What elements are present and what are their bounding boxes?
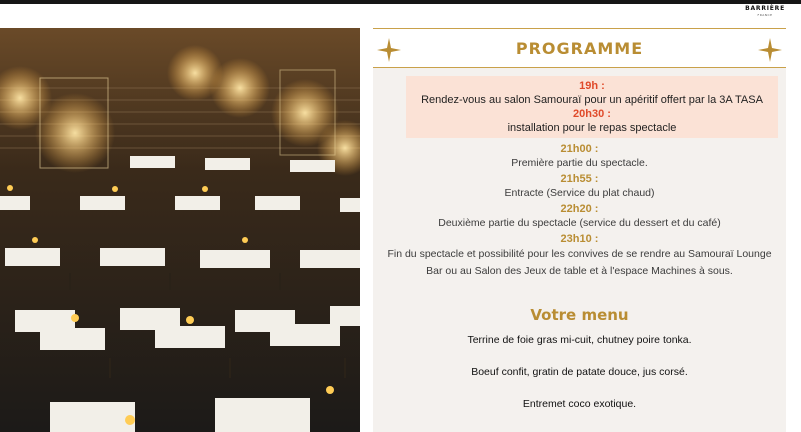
brand-sub: FRANCE xyxy=(757,13,773,17)
menu-item-dessert: Entremet coco exotique. xyxy=(522,398,637,410)
venue-photo xyxy=(0,28,360,432)
brand-name: BARRIÈRE xyxy=(745,5,785,12)
schedule-text: Entracte (Service du plat chaud) xyxy=(504,187,655,199)
top-bar xyxy=(0,0,801,4)
schedule-time: 21h00 : xyxy=(560,143,599,155)
schedule-time: 22h20 : xyxy=(560,203,599,215)
schedule-text: Première partie du spectacle. xyxy=(511,157,648,169)
programme-title: PROGRAMME xyxy=(515,38,644,58)
time-19h: 19h : xyxy=(579,80,605,92)
menu-item-main: Boeuf confit, gratin de patate douce, jus corsé. xyxy=(471,366,688,378)
dinner-setup-text: installation pour le repas spectacle xyxy=(507,122,677,134)
time-20h30: 20h30 : xyxy=(573,108,611,120)
welcome-highlight xyxy=(406,76,778,138)
schedule-time: 23h10 : xyxy=(560,233,599,245)
menu-item-starter: Terrine de foie gras mi-cuit, chutney poire tonka. xyxy=(467,334,692,346)
aperitif-text: Rendez-vous au salon Samouraï pour un apéritif offert par la 3A TASA xyxy=(421,94,763,106)
programme-header xyxy=(373,28,786,68)
sparkle-icon xyxy=(758,38,782,62)
brand-logo xyxy=(745,5,785,17)
schedule-text: Fin du spectacle et possibilité pour les convives de se rendre au Samouraï Lounge Bar ou au Salon des Jeux de table et à l'espace Machines à sous. xyxy=(387,248,772,277)
schedule-text: Deuxième partie du spectacle (service du dessert et du café) xyxy=(438,217,721,229)
menu-title: Votre menu xyxy=(530,306,629,324)
schedule-time: 21h55 : xyxy=(560,173,599,185)
